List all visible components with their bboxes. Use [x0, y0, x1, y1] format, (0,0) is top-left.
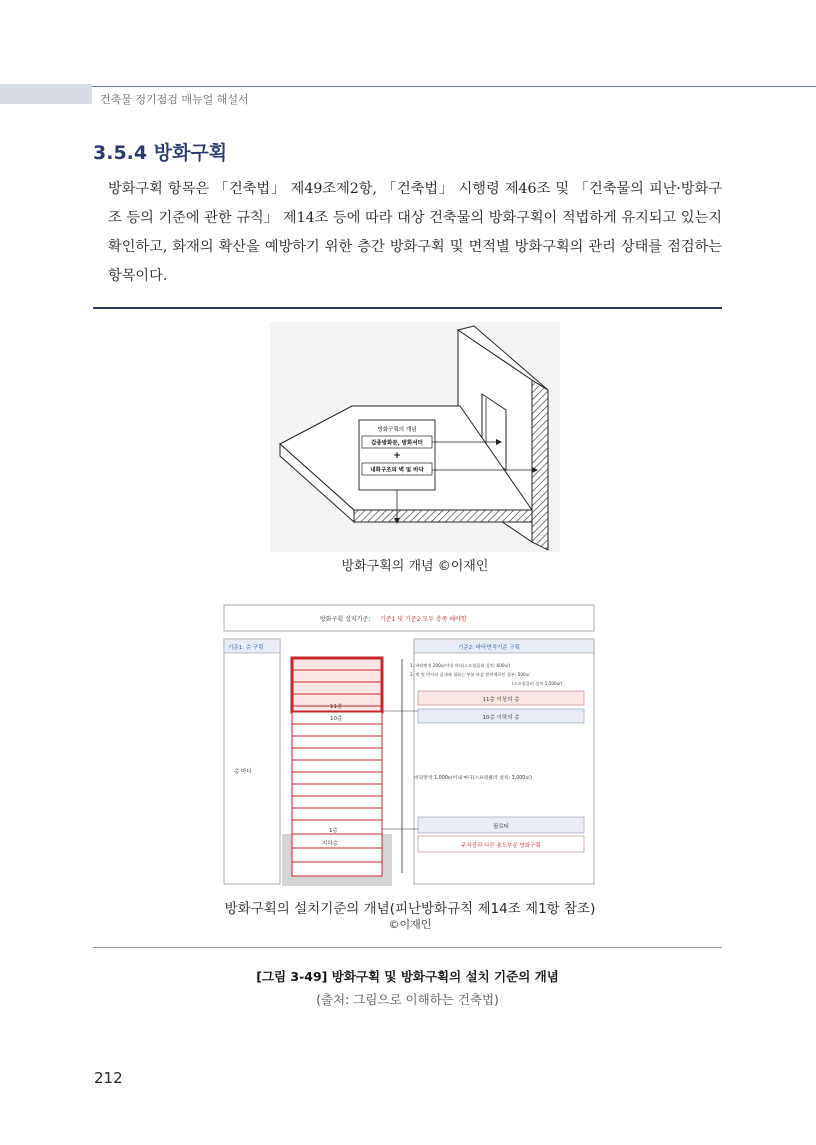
box-item1: 갑종방화문, 방화셔터 — [371, 440, 423, 447]
page-number: 212 — [94, 1069, 123, 1087]
banner-prefix: 방화구획 설치기준: — [320, 616, 371, 623]
floor11-label: 11층 — [330, 704, 343, 710]
area-rule: 바닥면적 1,000㎡이내 마다(스프링클러 설치: 3,000㎡) — [414, 776, 533, 781]
fire-compartment-concept-figure — [270, 322, 560, 552]
fire-compartment-criteria-figure — [222, 603, 598, 886]
basement-label: 지하층 — [322, 841, 338, 847]
criterion1-body: 층 마다 — [234, 769, 252, 775]
figure1-caption: 방화구획의 개념 ©이재인 — [341, 559, 489, 574]
svg-text:필로티: 필로티 — [493, 824, 509, 830]
figure-label: [그림 3-49] 방화구획 및 방화구획의 설치 기준의 개념 — [256, 969, 559, 984]
note1: 1. 바닥면적 200㎡이내 마다(스프링클러 설치: 600㎡) — [410, 663, 511, 668]
section-title: 3.5.4 방화구획 — [93, 142, 228, 164]
running-header: 건축물 정기점검 매뉴얼 해설서 — [100, 93, 249, 106]
header-rule — [92, 86, 816, 87]
floor10-label: 10층 — [330, 716, 343, 722]
section-divider — [93, 307, 722, 309]
svg-text:주차장과 다른 용도부분 방화구획: 주차장과 다른 용도부분 방화구획 — [461, 843, 541, 849]
criterion2-title: 기준2: 바닥면적기준 구획 — [458, 645, 520, 651]
figure2-caption: 방화구획의 설치기준의 개념(피난방화규칙 제14조 제1항 참조) — [224, 901, 596, 917]
note2: 2. 벽 및 반자의 실내에 접하는 부분 마감 불연재료인 경우: 500㎡ — [410, 672, 530, 677]
svg-text:10층 이하의 층: 10층 이하의 층 — [482, 715, 520, 721]
figure-divider — [93, 947, 722, 948]
banner-highlight: 기준1 및 기준2 모두 충족 해야함 — [380, 616, 467, 623]
box-title: 방화구획의 개념 — [377, 427, 417, 433]
box-item2: 내화구조의 벽 및 바닥 — [370, 467, 424, 474]
header-accent-bar — [0, 84, 92, 104]
note3: (스프링클러 설치:1,500㎡) — [512, 681, 563, 686]
criterion1-title: 기준1: 층 구획 — [228, 645, 264, 651]
figure2-credit: ©이재인 — [388, 918, 432, 931]
figure-source: (출처: 그림으로 이해하는 건축법) — [316, 992, 499, 1007]
box-plus: + — [393, 451, 401, 461]
section-body: 방화구획 항목은 「건축법」 제49조제2항, 「건축법」 시행령 제46조 및 「건축물의 피난·방화구조 등의 기준에 관한 규칙」 제14조 등에 따라 대상 건축물의 방화구획이 적법하게 유지되고 있는지 확인하고, 화재의 확산을 예방하기 위한 층간 방화구획 및 면적별 방화구획의 관리 상태를 점검하는 항목이다. — [108, 181, 722, 284]
floor1-label: 1층 — [329, 828, 338, 834]
criterion1-column — [224, 639, 280, 884]
svg-text:11층 이상의 층: 11층 이상의 층 — [482, 697, 520, 703]
